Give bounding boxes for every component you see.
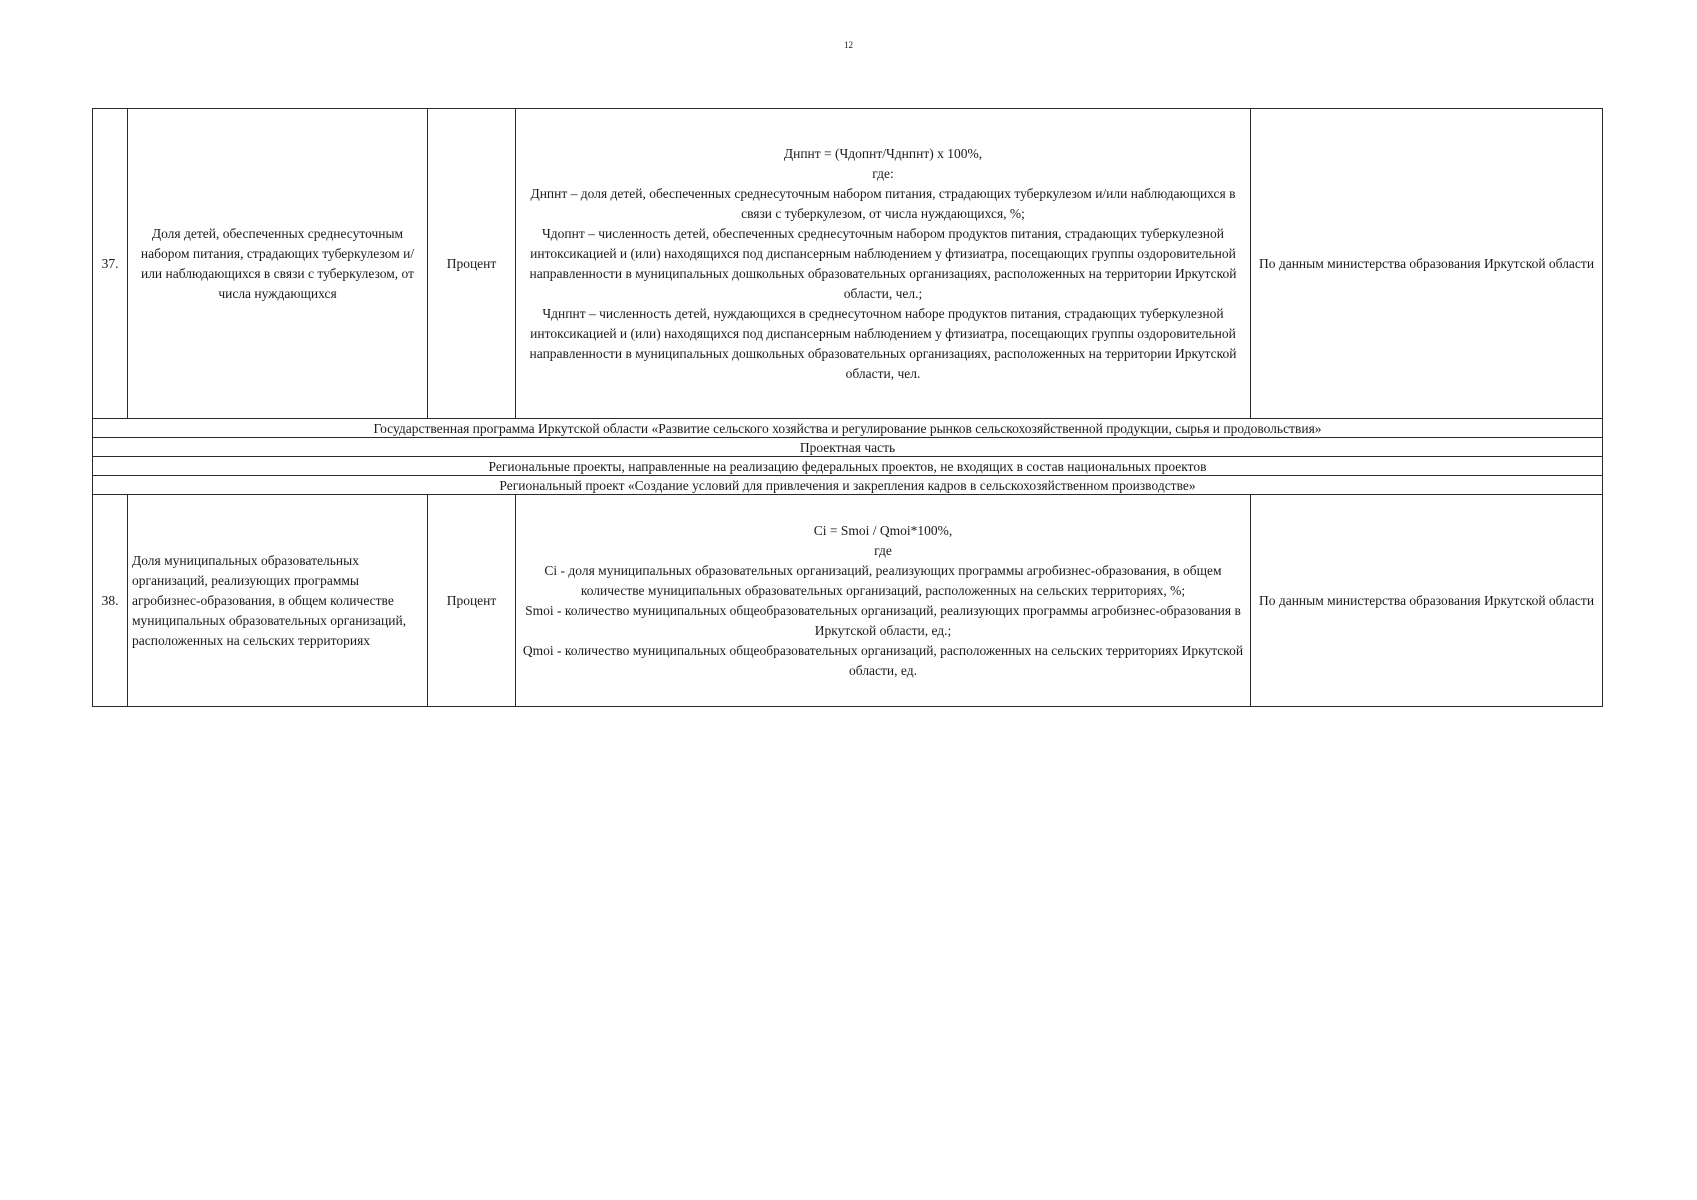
unit-of-measure: Процент (428, 495, 516, 707)
formula-line: Чднпнт – численность детей, нуждающихся в среднесуточном наборе продуктов питания, страдающих туберкулезной интоксикацией и (или) находящихся под диспансерным наблюдением у фтизиатра, посещающих группы оздоровительной направленности в муниципальных дошкольных образовательных организациях, расположенных на территории Иркутской области, чел. (529, 305, 1237, 381)
section-row (93, 457, 1603, 476)
section-title-program: Государственная программа Иркутской области «Развитие сельского хозяйства и регулирование рынков сельскохозяйственной продукции, сырья и продовольствия» (93, 419, 1603, 438)
data-source: По данным министерства образования Иркутской области (1251, 495, 1603, 707)
formula-line: Днпнт = (Чдопнт/Чднпнт) х 100%, (783, 145, 983, 161)
formula-line: где (874, 542, 892, 558)
data-source: По данным министерства образования Иркутской области (1251, 109, 1603, 419)
formula-line: Ci - доля муниципальных образовательных организаций, реализующих программы агробизнес-образования, в общем количестве муниципальных образовательных организаций, расположенных на сельских территориях, %; (544, 562, 1222, 598)
formula-line: где: (872, 165, 894, 181)
calculation-formula (516, 109, 1251, 419)
formula-line: Чдопнт – численность детей, обеспеченных среднесуточным набором продуктов питания, страдающих туберкулезной интоксикацией и (или) находящихся под диспансерным наблюдением у фтизиатра, посещающих группы оздоровительной направленности в муниципальных дошкольных образовательных организациях, расположенных на территории Иркутской области, чел.; (529, 225, 1237, 301)
formula-line: Ci = Smoi / Qmoi*100%, (813, 522, 953, 538)
section-title-regional-projects: Региональные проекты, направленные на реализацию федеральных проектов, не входящих в состав национальных проектов (93, 457, 1603, 476)
section-row (93, 438, 1603, 457)
indicator-name: Доля детей, обеспеченных среднесуточным набором питания, страдающих туберкулезом и/или наблюдающихся в связи с туберкулезом, от числа нуждающихся (128, 109, 428, 419)
formula-line: Smoi - количество муниципальных общеобразовательных организаций, реализующих программы агробизнес-образования в Иркутской области, ед.; (525, 602, 1241, 638)
section-title-regional-project: Региональный проект «Создание условий для привлечения и закрепления кадров в сельскохозяйственном производстве» (93, 476, 1603, 495)
row-number: 37. (93, 109, 128, 419)
section-row (93, 476, 1603, 495)
section-row (93, 419, 1603, 438)
formula-line: Днпнт – доля детей, обеспеченных среднесуточным набором питания, страдающих туберкулезом и/или наблюдающихся в связи с туберкулезом, от числа нуждающихся, %; (530, 185, 1236, 221)
page-number: 12 (844, 40, 853, 50)
table-row (93, 109, 1603, 419)
unit-of-measure: Процент (428, 109, 516, 419)
formula-line: Qmoi - количество муниципальных общеобразовательных организаций, расположенных на сельских территориях Иркутской области, ед. (522, 642, 1244, 678)
table-row (93, 495, 1603, 707)
indicators-table (92, 108, 1603, 707)
indicator-name: Доля муниципальных образовательных организаций, реализующих программы агробизнес-образования, в общем количестве муниципальных образовательных организаций, расположенных на сельских территориях (128, 495, 428, 707)
row-number: 38. (93, 495, 128, 707)
section-title-project-part: Проектная часть (93, 438, 1603, 457)
calculation-formula (516, 495, 1251, 707)
